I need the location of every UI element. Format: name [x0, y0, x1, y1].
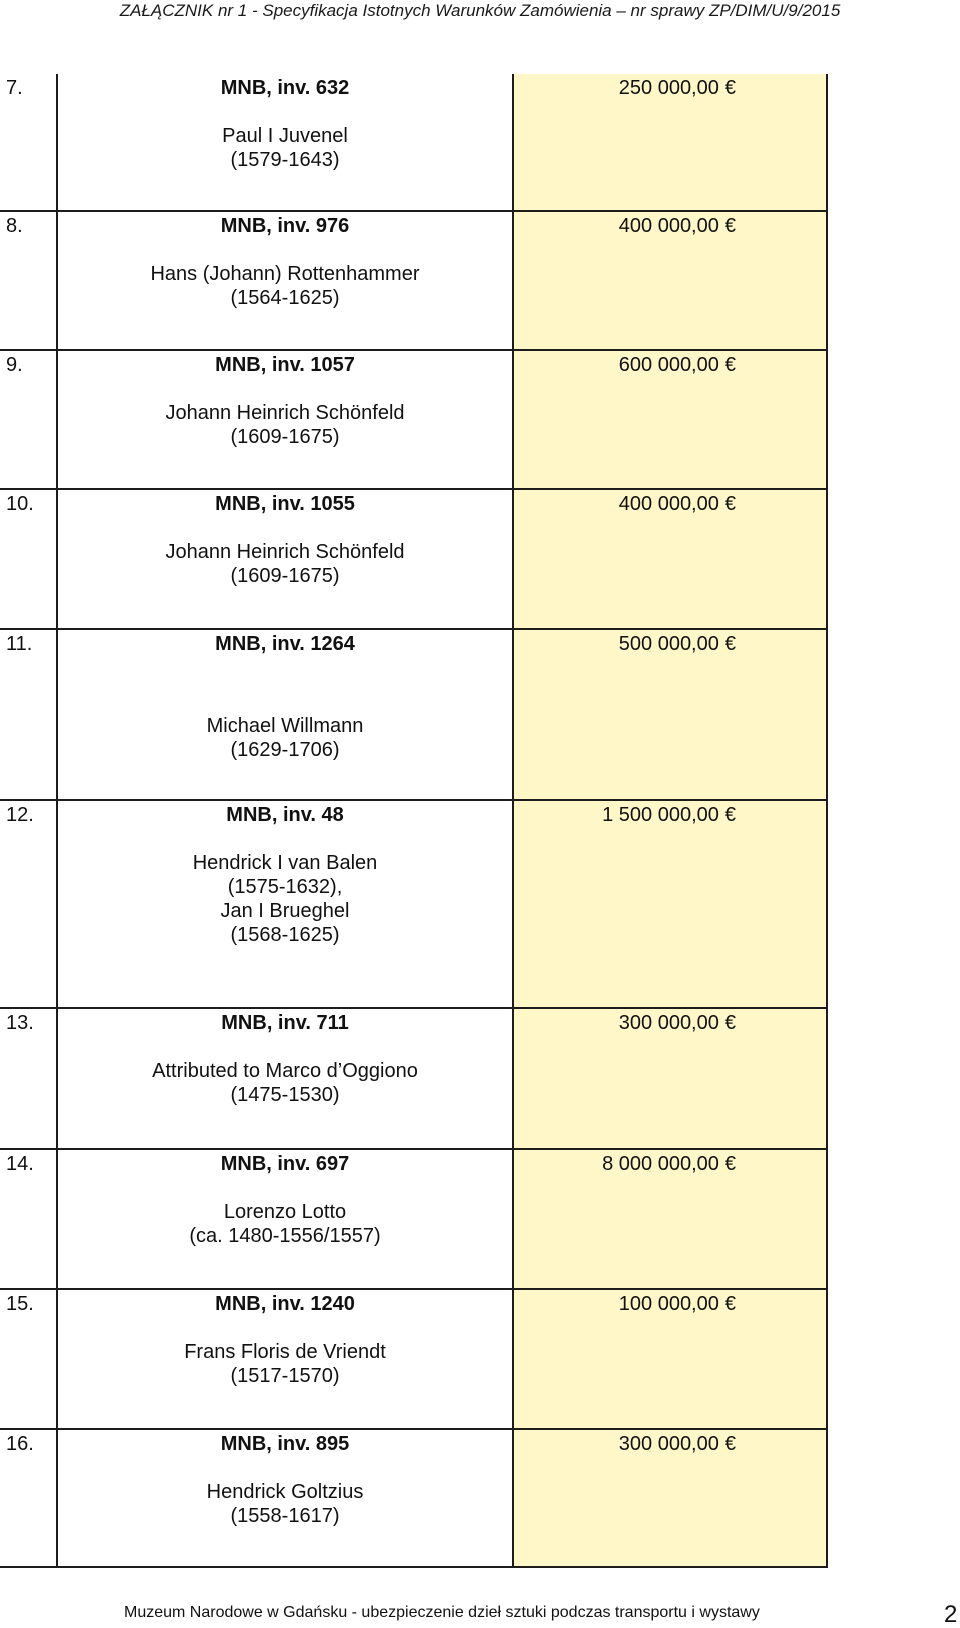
footer-text: Muzeum Narodowe w Gdańsku - ubezpieczenie dzieł sztuki podczas transportu i wystawy — [124, 1604, 760, 1621]
euro-sign-icon: € — [724, 215, 736, 237]
row-number: 15. — [0, 1289, 57, 1429]
row-description — [57, 1429, 513, 1567]
row-number: 11. — [0, 629, 57, 800]
insured-value-cell — [513, 489, 827, 629]
insured-value: 1 500 000,00 € — [602, 804, 736, 826]
table-row — [0, 211, 827, 350]
row-number: 9. — [0, 350, 57, 489]
document-footer — [0, 1600, 960, 1628]
table-row — [0, 1008, 827, 1149]
insured-value-cell — [513, 1008, 827, 1149]
row-number: 13. — [0, 1008, 57, 1149]
artist-name: Attributed to Marco d’Oggiono (1475-1530) — [152, 1060, 418, 1106]
inventory-number: MNB, inv. 632 — [220, 77, 350, 99]
artist-name: Hendrick Goltzius (1558-1617) — [206, 1481, 364, 1527]
insured-value: 500 000,00 € — [618, 633, 736, 655]
table-row — [0, 489, 827, 629]
items-table-container — [0, 74, 827, 1568]
document-header: ZAŁĄCZNIK nr 1 - Specyfikacja Istotnych Warunków Zamówienia – nr sprawy ZP/DIM/U/9/2015 — [119, 1, 841, 20]
inventory-number: MNB, inv. 976 — [220, 215, 350, 237]
insured-value: 8 000 000,00 € — [602, 1153, 736, 1175]
insured-value-cell — [513, 74, 827, 211]
euro-sign-icon: € — [724, 354, 736, 376]
insured-value-cell — [513, 1149, 827, 1289]
row-description — [57, 350, 513, 489]
row-number: 7. — [0, 74, 57, 211]
table-row — [0, 350, 827, 489]
insured-value-cell — [513, 629, 827, 800]
row-number: 14. — [0, 1149, 57, 1289]
insured-value: 400 000,00 € — [618, 493, 736, 515]
inventory-number: MNB, inv. 1057 — [215, 354, 355, 376]
inventory-number: MNB, inv. 1240 — [215, 1293, 355, 1315]
euro-sign-icon: € — [724, 493, 736, 515]
insured-value: 300 000,00 € — [618, 1433, 736, 1455]
artist-name: Frans Floris de Vriendt (1517-1570) — [184, 1341, 386, 1387]
inventory-number: MNB, inv. 1264 — [215, 633, 355, 655]
insured-value: 600 000,00 € — [618, 354, 736, 376]
insured-value-cell — [513, 1289, 827, 1429]
row-description — [57, 1008, 513, 1149]
row-description — [57, 1149, 513, 1289]
euro-sign-icon: € — [724, 633, 736, 655]
insured-value-cell — [513, 211, 827, 350]
row-description — [57, 800, 513, 1008]
row-description — [57, 629, 513, 800]
row-description — [57, 74, 513, 211]
table-row — [0, 1429, 827, 1567]
insured-value-cell — [513, 800, 827, 1008]
page-number: 2 — [944, 1601, 958, 1628]
inventory-number: MNB, inv. 895 — [220, 1433, 350, 1455]
inventory-number: MNB, inv. 711 — [221, 1012, 349, 1034]
euro-sign-icon: € — [724, 1153, 736, 1175]
euro-sign-icon: € — [724, 1293, 736, 1315]
table-row — [0, 74, 827, 211]
row-number: 12. — [0, 800, 57, 1008]
row-number: 16. — [0, 1429, 57, 1567]
artist-name: Hans (Johann) Rottenhammer (1564-1625) — [150, 263, 420, 309]
artist-name: Hendrick I van Balen (1575-1632), Jan I Brueghel (1568-1625) — [192, 852, 378, 946]
euro-sign-icon: € — [724, 804, 736, 826]
table-row — [0, 1289, 827, 1429]
artist-name: Johann Heinrich Schönfeld (1609-1675) — [165, 402, 405, 448]
inventory-number: MNB, inv. 1055 — [215, 493, 355, 515]
insured-value-cell — [513, 350, 827, 489]
insured-value: 400 000,00 € — [618, 215, 736, 237]
row-number: 8. — [0, 211, 57, 350]
artist-name: Lorenzo Lotto (ca. 1480-1556/1557) — [189, 1201, 381, 1247]
insured-value: 300 000,00 € — [618, 1012, 736, 1034]
euro-sign-icon: € — [724, 1012, 736, 1034]
row-description — [57, 1289, 513, 1429]
items-table-body — [0, 74, 827, 1567]
items-table — [0, 74, 828, 1568]
euro-sign-icon: € — [724, 77, 736, 99]
inventory-number: MNB, inv. 48 — [226, 804, 344, 826]
table-row — [0, 629, 827, 800]
table-row — [0, 1149, 827, 1289]
table-row — [0, 800, 827, 1008]
row-description — [57, 489, 513, 629]
insured-value-cell — [513, 1429, 827, 1567]
euro-sign-icon: € — [724, 1433, 736, 1455]
row-number: 10. — [0, 489, 57, 629]
row-description — [57, 211, 513, 350]
artist-name: Michael Willmann (1629-1706) — [206, 715, 364, 761]
artist-name: Paul I Juvenel (1579-1643) — [222, 125, 348, 171]
inventory-number: MNB, inv. 697 — [220, 1153, 350, 1175]
insured-value: 100 000,00 € — [618, 1293, 736, 1315]
artist-name: Johann Heinrich Schönfeld (1609-1675) — [165, 541, 405, 587]
insured-value: 250 000,00 € — [618, 77, 736, 99]
